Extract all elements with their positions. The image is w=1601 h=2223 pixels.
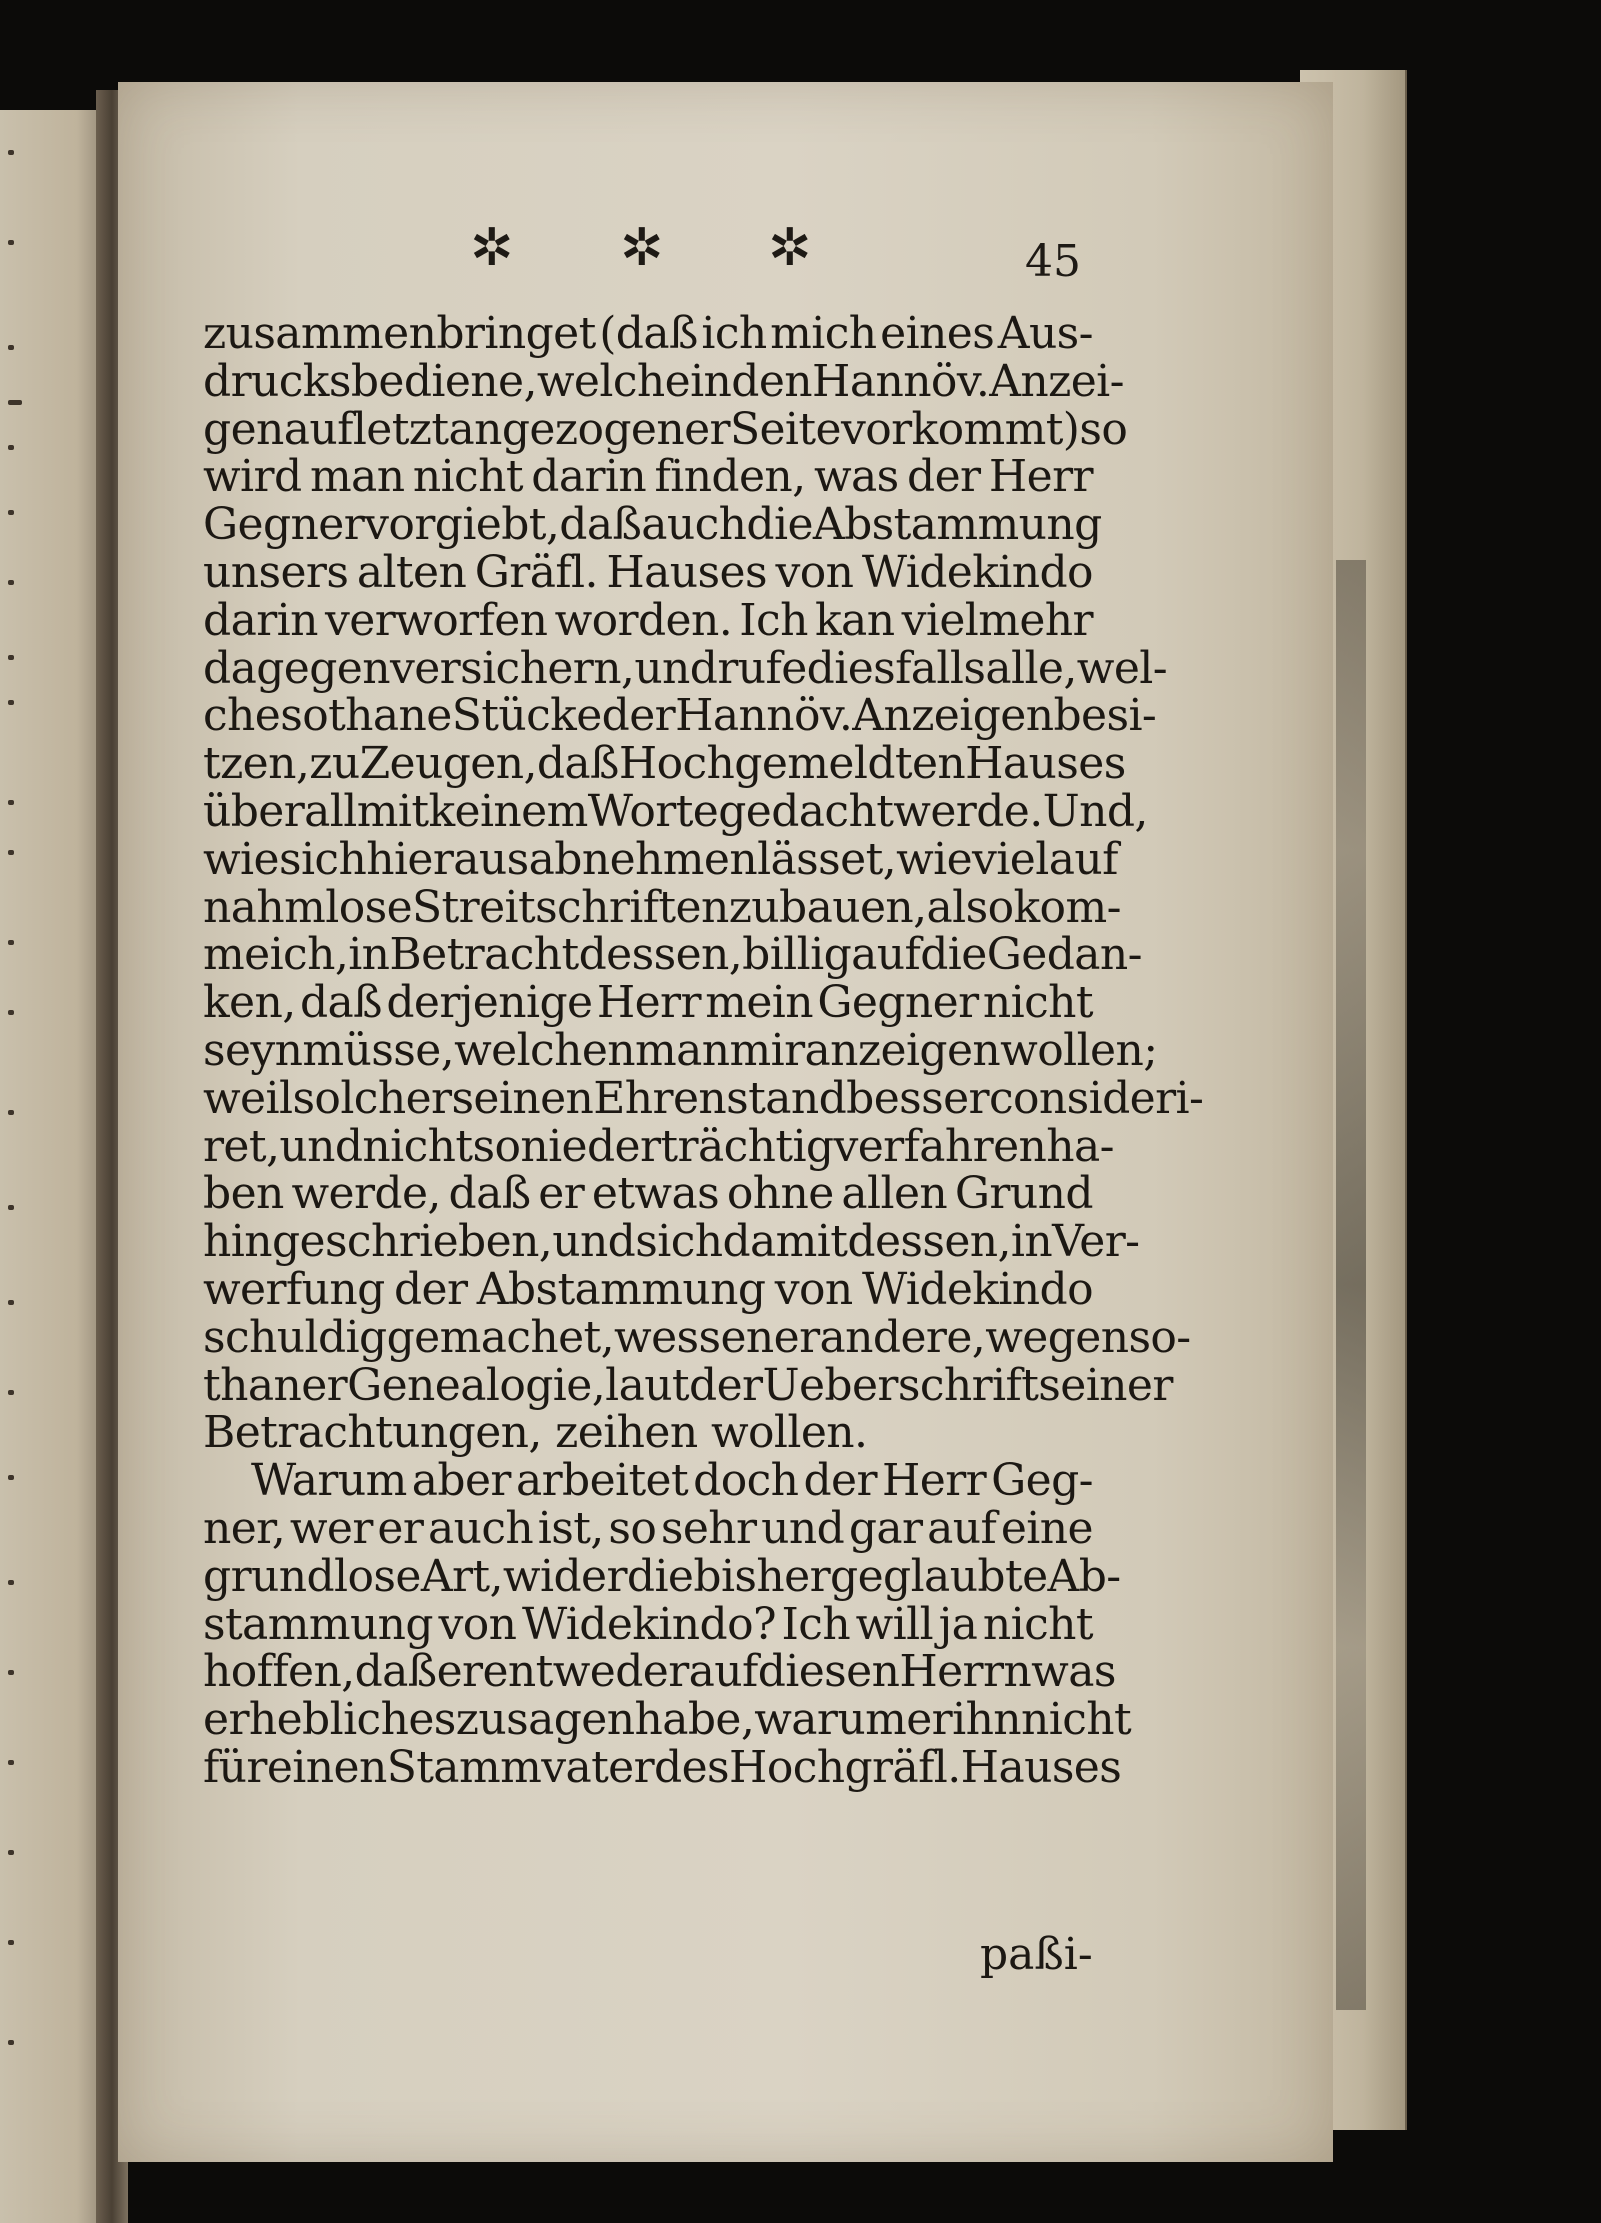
body-text (203, 308, 1204, 1793)
text-line: hoffen, daß er entweder auf diesen Herrn was (203, 1646, 1116, 1698)
text-line: wird man nicht darin finden, was der Herr (203, 451, 1093, 503)
text-line: seyn müsse, welchen man mir anzeigen wollen; (203, 1024, 1158, 1076)
star-ornament-icon: ✲ (470, 218, 514, 278)
text-line: schuldig gemachet, wessen er andere, wegen so- (203, 1311, 1191, 1363)
text-line: hingeschrieben, und sich damit dessen, in Ver- (203, 1216, 1140, 1268)
text-line: darin verworfen worden. Ich kan vielmehr (203, 594, 1093, 646)
text-line: ben werde, daß er etwas ohne allen Grund (203, 1168, 1093, 1220)
star-ornament-icon: ✲ (768, 218, 812, 278)
text-line: Betrachtungen, zeihen wollen. (203, 1407, 868, 1459)
text-line: thaner Genealogie, laut der Ueberschrift seiner (203, 1359, 1173, 1411)
text-line: gen auf letzt angezogener Seite vorkommt) so (203, 403, 1128, 455)
text-line: für einen Stammvater des Hochgräfl. Hauses (203, 1741, 1122, 1793)
text-line: zusammenbringet (daß ich mich eines Aus- (203, 308, 1093, 359)
text-line: che sothane Stücke der Hannöv. Anzeigen besi- (203, 690, 1157, 742)
text-line: erhebliches zu sagen habe, warum er ihn nicht (203, 1694, 1132, 1746)
text-line: ner, wer er auch ist, so sehr und gar auf eine (203, 1502, 1093, 1554)
left-page-edge (0, 110, 110, 2223)
binding-strip (1336, 560, 1366, 2010)
left-page-text-remnants (0, 110, 110, 2223)
text-line: dagegen versichern, und rufe diesfalls alle, wel- (203, 642, 1168, 694)
page-number: 45 (1025, 236, 1081, 287)
text-line: nahmlose Streitschriften zu bauen, also kom- (203, 881, 1121, 933)
text-line: stammung von Widekindo? Ich will ja nicht (203, 1598, 1093, 1650)
catchword: paßi- (980, 1929, 1093, 1980)
text-line: weil solcher seinen Ehrenstand besser consideri- (203, 1072, 1204, 1124)
text-line: grundlose Art, wider die bisher geglaubte Ab- (203, 1550, 1121, 1602)
text-line: drucks bediene, welche in den Hannöv. Anzei- (203, 355, 1124, 407)
text-line: überall mit keinem Worte gedacht werde. Und, (203, 785, 1148, 837)
star-ornament-icon: ✲ (620, 218, 664, 278)
text-line: werfung der Abstammung von Widekindo (203, 1263, 1093, 1315)
text-line: ret, und nicht so niederträchtig verfahren ha- (203, 1120, 1114, 1172)
text-line: ken, daß derjenige Herr mein Gegner nicht (203, 977, 1093, 1029)
page-header (440, 218, 1100, 292)
text-line: me ich, in Betracht dessen, billig auf die Gedan- (203, 929, 1142, 981)
text-line: tzen, zu Zeugen, daß Hochgemeldten Hauses (203, 738, 1126, 790)
text-line: unsers alten Gräfl. Hauses von Widekindo (203, 546, 1093, 598)
text-line: Warum aber arbeitet doch der Herr Geg- (251, 1455, 1093, 1507)
text-line: wie sich hieraus abnehmen lässet, wie viel auf (203, 833, 1118, 885)
text-line: Gegner vorgiebt, daß auch die Abstammung (203, 499, 1102, 551)
